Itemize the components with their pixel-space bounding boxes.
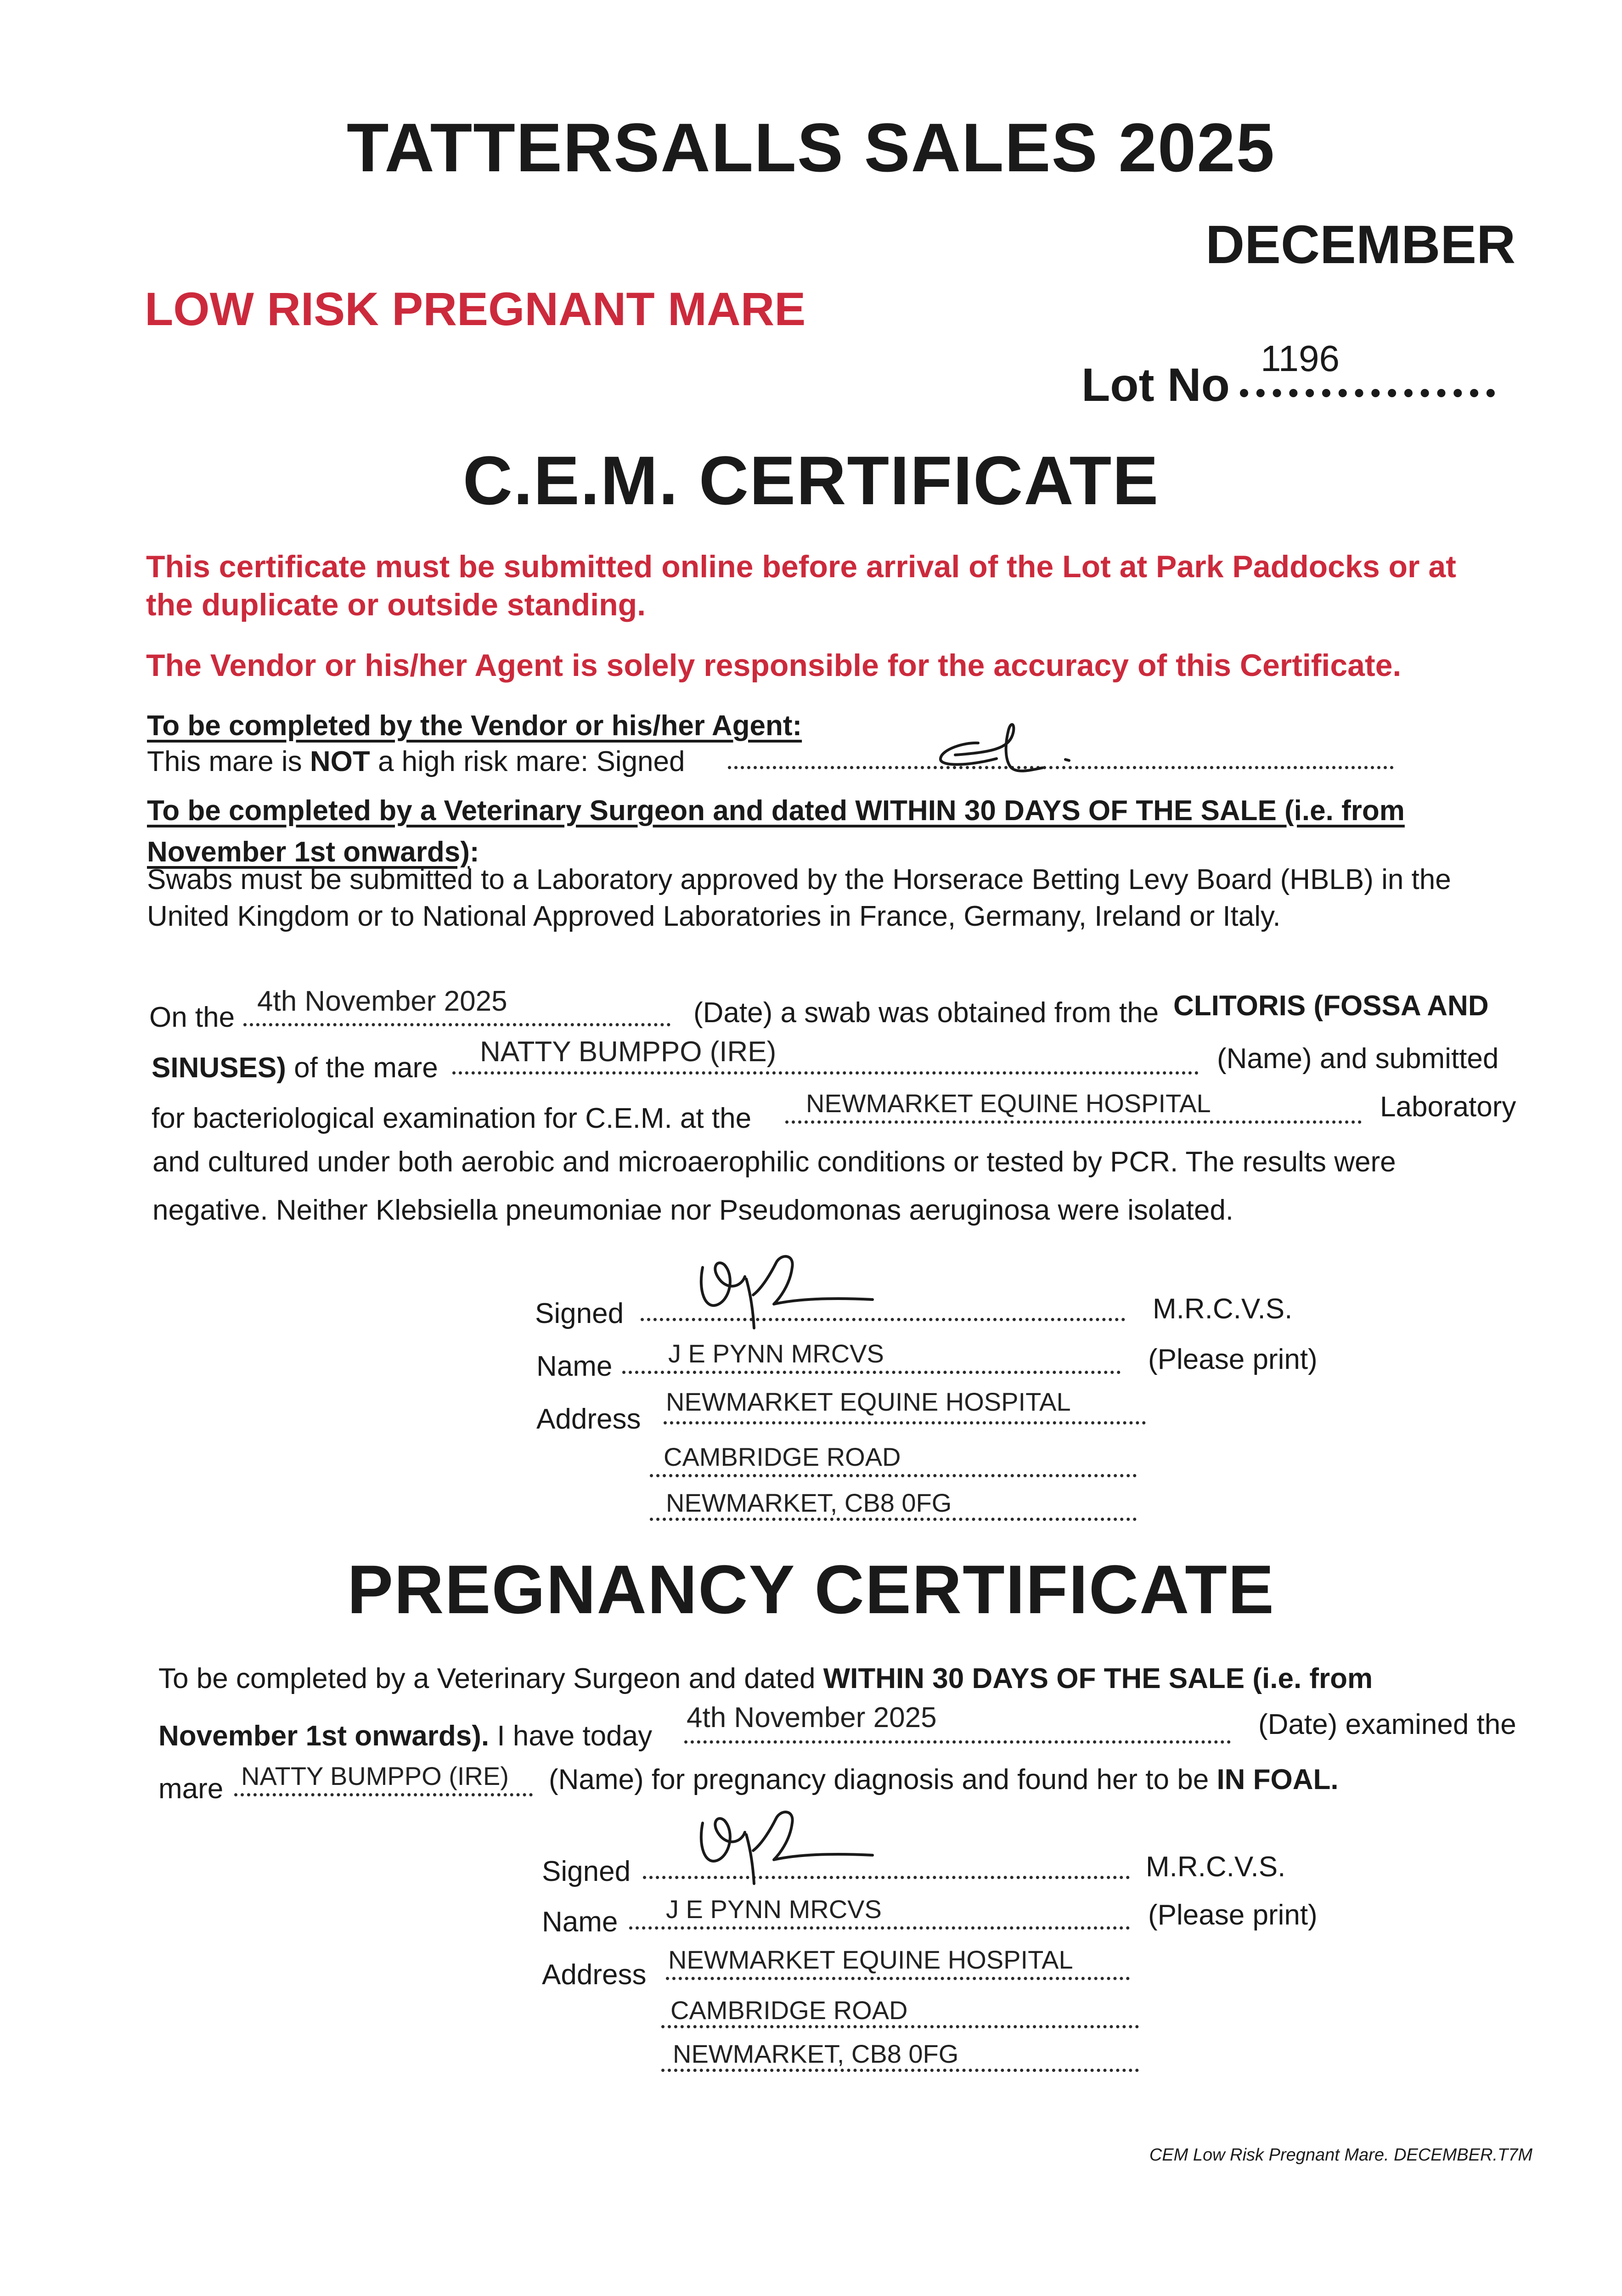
page-title: TATTERSALLS SALES 2025 <box>346 109 1276 186</box>
cem-laboratory-line[interactable] <box>785 1120 1362 1124</box>
lot-number-dotted-line <box>1240 389 1495 397</box>
sale-month: DECEMBER <box>1205 214 1516 275</box>
cem-vet-name-line[interactable] <box>622 1371 1121 1374</box>
document-reference-footer: CEM Low Risk Pregnant Mare. DECEMBER.T7M <box>1149 2145 1532 2165</box>
preg-address-label: Address <box>542 1959 647 1991</box>
preg-signed-label: Signed <box>542 1856 631 1887</box>
cem-address-line-3[interactable] <box>650 1518 1137 1521</box>
responsibility-notice: The Vendor or his/her Agent is solely responsible for the accuracy of this Certificate. <box>146 648 1402 683</box>
cem-address-3-value: NEWMARKET, CB8 0FG <box>666 1488 952 1517</box>
cem-on-the-label: On the <box>149 1002 235 1033</box>
preg-please-print: (Please print) <box>1148 1899 1318 1931</box>
cem-mare-name-value: NATTY BUMPPO (IRE) <box>480 1036 777 1068</box>
preg-address-3-value: NEWMARKET, CB8 0FG <box>673 2039 959 2068</box>
preg-date-line[interactable] <box>684 1740 1231 1744</box>
preg-address-line-3[interactable] <box>661 2069 1139 2072</box>
lot-number-value: 1196 <box>1261 338 1340 379</box>
cem-address-line-1[interactable] <box>664 1421 1146 1424</box>
vendor-declaration: This mare is NOT a high risk mare: Signed <box>147 746 685 777</box>
preg-vet-name-line[interactable] <box>629 1926 1130 1930</box>
cem-mrcvs-label: M.R.C.V.S. <box>1153 1293 1293 1325</box>
submission-notice-line-1: This certificate must be submitted online before arrival of the Lot at Park Paddocks or at <box>146 549 1456 584</box>
vendor-signature <box>928 716 1102 776</box>
cem-date-suffix: (Date) a swab was obtained from the <box>693 997 1159 1029</box>
cem-name-label: Name <box>536 1351 613 1382</box>
cem-address-1-value: NEWMARKET EQUINE HOSPITAL <box>666 1387 1071 1416</box>
vet-section-heading-line-1: To be completed by a Veterinary Surgeon and dated WITHIN 30 DAYS OF THE SALE (i.e. from <box>147 795 1405 827</box>
preg-diagnosis-text: (Name) for pregnancy diagnosis and found her to be IN FOAL. <box>549 1764 1339 1795</box>
cem-date-line[interactable] <box>243 1023 670 1026</box>
preg-vet-signature <box>680 1795 882 1887</box>
cem-mare-prefix: SINUSES) of the mare <box>152 1052 438 1084</box>
swab-instructions-line-1: Swabs must be submitted to a Laboratory approved by the Horserace Betting Levy Board (HBLB) in the <box>147 864 1451 895</box>
preg-line-1: To be completed by a Veterinary Surgeon and dated WITHIN 30 DAYS OF THE SALE (i.e. from <box>158 1663 1373 1694</box>
preg-address-line-2[interactable] <box>661 2025 1139 2028</box>
preg-mare-label: mare <box>158 1773 224 1805</box>
cem-swab-date-value: 4th November 2025 <box>257 985 507 1017</box>
preg-mrcvs-label: M.R.C.V.S. <box>1146 1851 1286 1883</box>
cem-clitoris-text: CLITORIS (FOSSA AND <box>1173 990 1489 1022</box>
swab-instructions-line-2: United Kingdom or to National Approved Laboratories in France, Germany, Ireland or Italy. <box>147 900 1281 932</box>
pregnancy-certificate-title: PREGNANCY CERTIFICATE <box>347 1551 1275 1628</box>
cem-mare-name-line[interactable] <box>452 1071 1199 1075</box>
preg-date-suffix: (Date) examined the <box>1258 1709 1516 1740</box>
preg-mare-name-value: NATTY BUMPPO (IRE) <box>241 1761 509 1790</box>
cem-address-label: Address <box>536 1403 641 1435</box>
vendor-section-heading: To be completed by the Vendor or his/her Agent: <box>147 710 802 742</box>
cem-lab-suffix: Laboratory <box>1380 1091 1516 1123</box>
cem-name-suffix: (Name) and submitted <box>1217 1043 1499 1075</box>
submission-notice-line-2: the duplicate or outside standing. <box>146 587 646 622</box>
vet-section-heading-line-2: November 1st onwards): <box>147 836 479 868</box>
preg-exam-date-value: 4th November 2025 <box>687 1702 937 1733</box>
risk-category-label: LOW RISK PREGNANT MARE <box>145 283 806 335</box>
preg-address-line-1[interactable] <box>666 1977 1130 1980</box>
lot-number-label: Lot No <box>1081 359 1230 411</box>
preg-mare-name-line[interactable] <box>234 1793 533 1796</box>
cem-results-text: negative. Neither Klebsiella pneumoniae nor Pseudomonas aeruginosa were isolated. <box>152 1194 1234 1226</box>
cem-culture-text: and cultured under both aerobic and microaerophilic conditions or tested by PCR. The results were <box>152 1146 1396 1178</box>
preg-name-label: Name <box>542 1906 618 1938</box>
preg-line-2-prefix: November 1st onwards). I have today <box>158 1720 653 1752</box>
cem-vet-signature <box>680 1240 882 1332</box>
cem-vet-name-value: J E PYNN MRCVS <box>668 1339 884 1368</box>
cem-certificate-title: C.E.M. CERTIFICATE <box>462 442 1160 519</box>
cem-lab-prefix: for bacteriological examination for C.E.M. at the <box>152 1103 752 1134</box>
cem-address-line-2[interactable] <box>650 1474 1137 1477</box>
cem-laboratory-value: NEWMARKET EQUINE HOSPITAL <box>806 1089 1211 1118</box>
cem-address-2-value: CAMBRIDGE ROAD <box>664 1442 901 1471</box>
preg-address-1-value: NEWMARKET EQUINE HOSPITAL <box>668 1945 1073 1974</box>
cem-please-print: (Please print) <box>1148 1344 1318 1375</box>
cem-signed-label: Signed <box>535 1298 624 1329</box>
preg-vet-name-value: J E PYNN MRCVS <box>666 1895 882 1924</box>
preg-address-2-value: CAMBRIDGE ROAD <box>670 1996 908 2025</box>
